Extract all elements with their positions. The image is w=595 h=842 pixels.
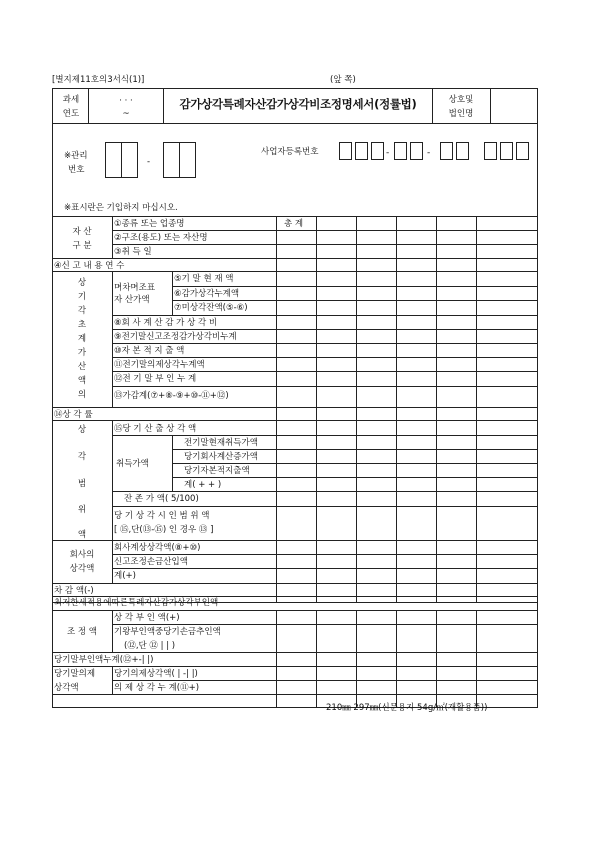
- total-column-header: 총 계: [284, 219, 304, 229]
- row-prior-deemed-depreciation: ⑪전기말의제상각누계액: [114, 360, 205, 370]
- management-number-box[interactable]: [121, 142, 138, 178]
- biz-number-box[interactable]: [371, 142, 384, 160]
- basis-vertical-2: 기: [77, 292, 87, 302]
- row-current-deemed: 당기의제상각액( | -| |): [114, 669, 198, 679]
- biz-dash: -: [427, 148, 431, 158]
- row-tax-adjusted-deduction: 신고조정손금산입액: [114, 557, 188, 567]
- row-subtotal: ⑬가감계(⑦+⑧-⑨+⑩-⑪+⑫): [114, 391, 229, 401]
- range-vertical-2: 각: [77, 452, 87, 462]
- basis-vertical-6: 가: [77, 348, 87, 358]
- basis-vertical-9: 의: [77, 390, 87, 400]
- row-current-calculated: ⑮당 기 산 출 상 각 액: [114, 424, 197, 434]
- biz-number-box[interactable]: [339, 142, 352, 160]
- biz-number-box[interactable]: [456, 142, 469, 160]
- biz-dash: -: [386, 148, 390, 158]
- business-registration-label: 사업자등록번호: [261, 147, 319, 157]
- basis-vertical-3: 각: [77, 306, 87, 316]
- note-text: ※표시란은 기입하지 마십시오.: [64, 203, 178, 213]
- row-acquisition-total: 계( + + ): [184, 480, 222, 490]
- row-asset-type: ①종류 또는 업종명: [114, 219, 185, 229]
- row-acquisition-date: ③취 득 일: [114, 247, 152, 257]
- tax-year-to[interactable]: ~: [122, 109, 130, 119]
- form-title: 감가상각특례자산감가상각비조정명세서(정률법): [179, 97, 417, 111]
- asset-class-label: 자 산: [72, 227, 92, 237]
- row-undepreciated-balance: ⑦미상각잔액(⑤-⑥): [174, 303, 248, 313]
- range-vertical-3: 범: [77, 479, 87, 489]
- row-deemed-accumulated: 의 제 상 각 누 계(⑪+): [114, 683, 200, 693]
- row-recognized-note: (⑫,단 ⑫ | | ): [124, 641, 176, 651]
- row-company-depreciation: ⑧회 사 계 산 감 가 상 각 비: [114, 318, 218, 328]
- row-depreciation-rate: ⑭상 각 률: [54, 410, 93, 420]
- year-end-deemed-label: 당기말의제: [54, 669, 96, 679]
- basis-vertical-5: 계: [77, 334, 87, 344]
- row-current-increase: 당기회사계산증가액: [184, 452, 258, 462]
- row-disallowed-amount: 상 각 부 인 액(+): [114, 613, 180, 623]
- row-depreciation-limit: 당 기 상 각 시 인 범 위 액: [114, 511, 210, 521]
- form-number: [별지제11호의3서식(1)]: [52, 75, 145, 85]
- tax-year-from[interactable]: · · ·: [119, 96, 133, 106]
- row-prior-acquisition: 전기말현재취득가액: [184, 438, 258, 448]
- row-year-end-disallowed-total: 당기말부인액누계(⑫+-| |): [54, 655, 154, 665]
- basis-vertical-7: 산: [77, 362, 87, 372]
- company-name-label-2: 법인명: [448, 109, 474, 119]
- row-prior-tax-adjustment: ⑨전기말신고조정감가상각비누계: [114, 332, 237, 342]
- row-company-booked: 회사계상상각액(⑧+⑩): [114, 543, 201, 553]
- basis-vertical-8: 액: [77, 376, 87, 386]
- row-capital-expenditure: ⑩자 본 적 지 출 액: [114, 346, 185, 356]
- page-side-label: (앞 쪽): [330, 75, 356, 85]
- row-year-end-value: ⑤기 말 현 재 액: [174, 274, 234, 284]
- row-asset-structure: ②구조(용도) 또는 자산명: [114, 233, 208, 243]
- biz-number-box[interactable]: [516, 142, 529, 160]
- biz-number-box[interactable]: [484, 142, 497, 160]
- row-prior-disallowed: ⑫전 기 말 부 인 누 계: [114, 374, 197, 384]
- row-company-dep-total: 계(+): [114, 571, 136, 581]
- acquisition-value-label: 취득가액: [116, 459, 149, 469]
- management-number-box[interactable]: [105, 142, 122, 178]
- year-end-deemed-label-2: 상각액: [54, 683, 79, 693]
- row-depreciation-limit-note: [ ⑮,단(⑬-⑮) 인 경우 ⑬ ]: [114, 525, 214, 535]
- management-number-box[interactable]: [163, 142, 180, 178]
- basis-vertical-1: 상: [77, 278, 87, 288]
- biz-number-box[interactable]: [394, 142, 407, 160]
- biz-number-box[interactable]: [500, 142, 513, 160]
- row-accumulated-depreciation: ⑥감가상각누계액: [174, 289, 240, 299]
- company-dep-label: 회사의: [69, 550, 95, 560]
- asset-class-label-2: 구 분: [72, 241, 92, 251]
- biz-number-box[interactable]: [355, 142, 368, 160]
- management-number-label-2: 번호: [68, 165, 85, 175]
- row-prior-disallowed-recognized: 기왕부인액중당기손금추인액: [114, 627, 221, 637]
- paper-spec: 210㎜ 297㎜(신문용지 54g/㎡(재활용품)): [326, 703, 488, 713]
- management-dash: -: [147, 157, 151, 167]
- company-name-label: 상호및: [448, 95, 474, 105]
- basis-vertical-4: 초: [77, 320, 87, 330]
- company-name-field[interactable]: [491, 89, 537, 122]
- range-vertical-1: 상: [77, 425, 87, 435]
- biz-number-box[interactable]: [410, 142, 423, 160]
- management-number-box[interactable]: [179, 142, 196, 178]
- row-minimum-tax-disallowed: 최저한세적용에따른특례자산감가상각부인액: [54, 598, 219, 608]
- tax-year-label-2: 연도: [62, 109, 80, 119]
- range-vertical-5: 액: [77, 530, 87, 540]
- book-value-label: 며차며조표: [114, 283, 156, 293]
- book-value-label-2: 자 산가액: [114, 295, 150, 305]
- tax-year-label: 과세: [62, 95, 80, 105]
- row-useful-life: ④신 고 내 용 연 수: [54, 261, 125, 271]
- adjustment-label: 조 정 액: [66, 627, 98, 637]
- management-number-label: ※관리: [64, 151, 88, 161]
- row-current-capex: 당기자본적지출액: [184, 466, 250, 476]
- company-dep-label-2: 상각액: [69, 564, 95, 574]
- row-residual-value: 잔 존 가 액( 5/100): [124, 494, 199, 504]
- biz-number-box[interactable]: [440, 142, 453, 160]
- range-vertical-4: 위: [77, 505, 87, 515]
- row-difference: 차 감 액(-): [54, 586, 94, 596]
